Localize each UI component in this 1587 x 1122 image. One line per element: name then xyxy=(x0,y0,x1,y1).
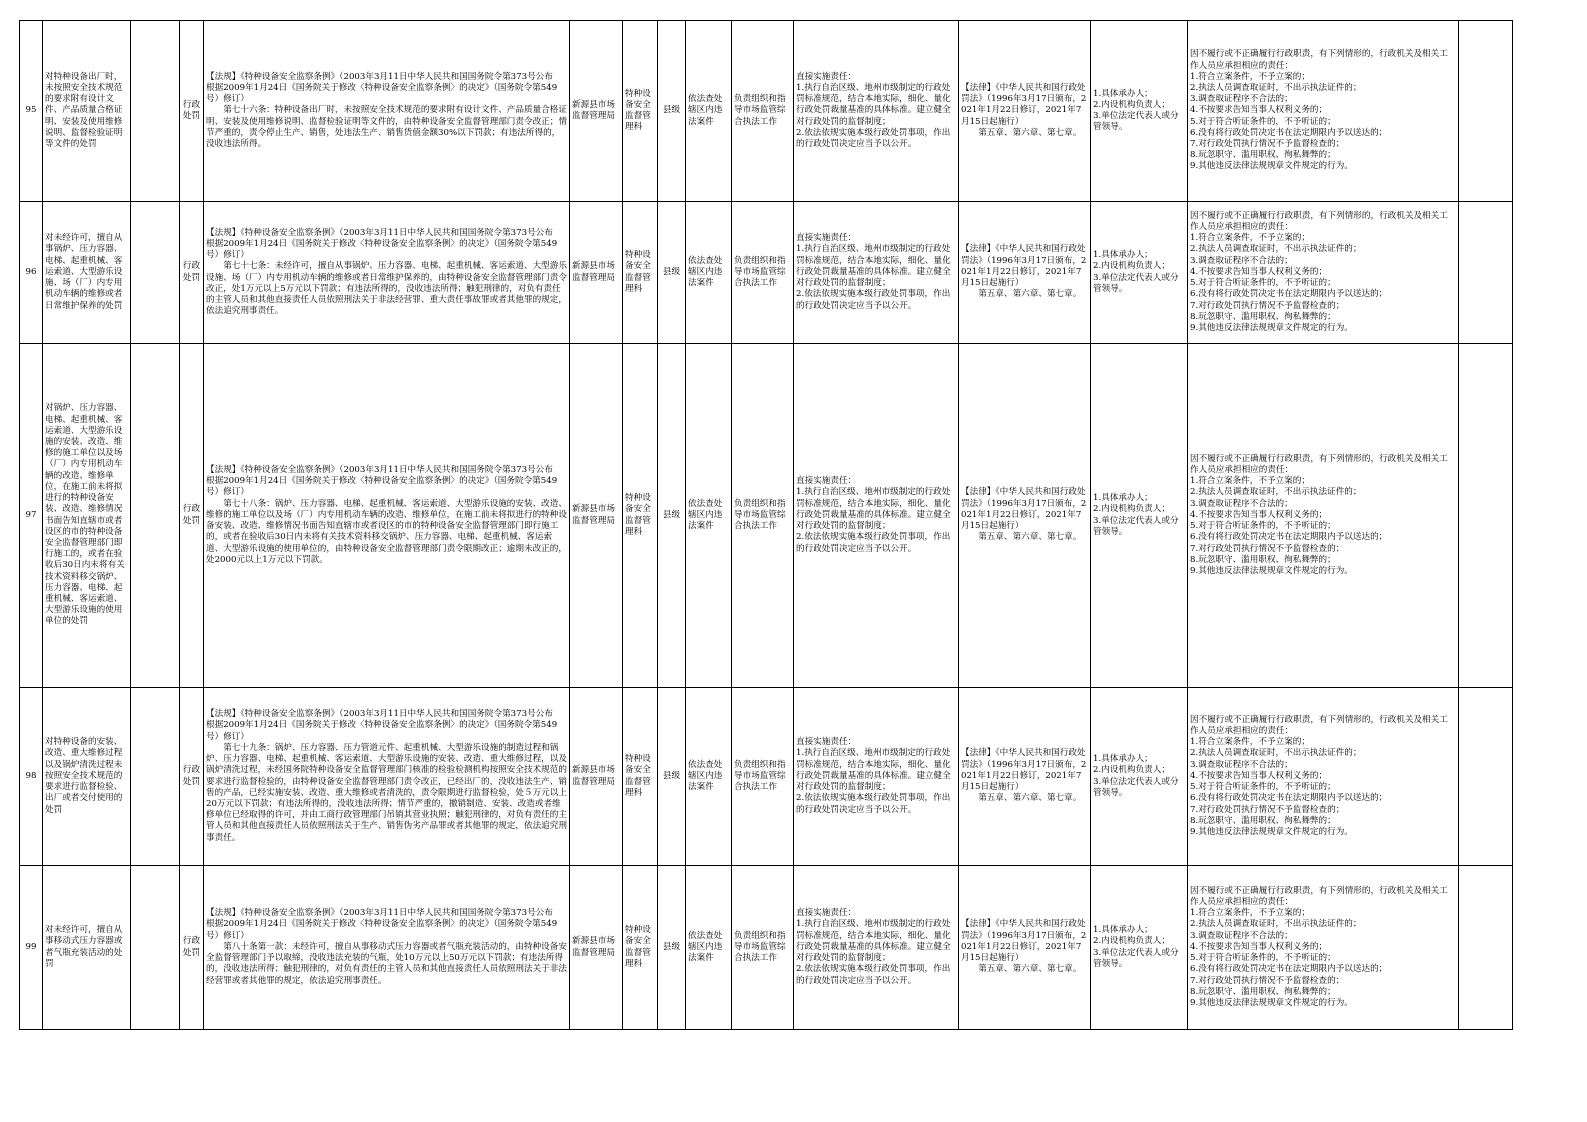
cell-accountability-law: 【法律】《中华人民共和国行政处罚法》（1996年3月17日颁布，2021年1月22日修订，2021年7月15日起施行） 第五章、第六章、第七章。 xyxy=(959,202,1091,344)
cell-legal-basis: 【法规】《特种设备安全监察条例》（2003年3月11日中华人民共和国国务院令第373号公布 根据2009年1月24日《国务院关于修改〈特种设备安全监察条例〉的决定》（国务院令第549号）修订） 第八十条第一款：未经许可，擅自从事移动式压力容器或者气瓶充装活动的，由特种设备安全监督管理部门予以取缔，没收违法充装的气瓶，处10万元以上50万元以下罚款；有违法所得的，没收违法所得；触犯刑律的，对负有责任的主管人员和其他直接责任人员依照刑法关于非法经营罪或者其他罪的规定，依法追究刑事责任。 xyxy=(204,866,570,1030)
cell-admin-level: 县级 xyxy=(658,202,686,344)
cell-remark xyxy=(1459,21,1513,202)
cell-implementing-org: 新源县市场监督管理局 xyxy=(570,21,623,202)
table-row xyxy=(20,21,1513,202)
cell-remark xyxy=(1459,866,1513,1030)
cell-remark xyxy=(1459,688,1513,866)
cell-accountability-cases: 因不履行或不正确履行行政职责，有下列情形的，行政机关及相关工作人员应承担相应的责任： 1.符合立案条件，不予立案的； 2.执法人员调查取证时，不出示执法证件的； 3.调查取证程序不合法的； 4.不按要求告知当事人权利义务的； 5.对于符合听证条件的，不予听证的； 6.没有将行政处罚决定书在法定期限内予以送达的； 7.对行政处罚执行情况不予监督检查的； 8.玩忽职守、滥用职权、徇私舞弊的； 9.其他违反法律法规规章文件规定的行为。 xyxy=(1188,21,1459,202)
cell-accountability-law: 【法律】《中华人民共和国行政处罚法》（1996年3月17日颁布，2021年1月22日修订，2021年7月15日起施行） 第五章、第六章、第七章。 xyxy=(959,344,1091,688)
cell-accountable-subject: 1.具体承办人； 2.内设机构负责人； 3.单位法定代表人或分管领导。 xyxy=(1091,688,1188,866)
cell-admin-level: 县级 xyxy=(658,866,686,1030)
cell-responsible-dept: 特种设备安全监督管理科 xyxy=(623,21,658,202)
table-row xyxy=(20,344,1513,688)
table-body xyxy=(20,21,1513,1030)
table-row xyxy=(20,866,1513,1030)
cell-implementing-org: 新源县市场监督管理局 xyxy=(570,344,623,688)
cell-row-number: 96 xyxy=(20,202,43,344)
cell-jurisdiction-scope: 依法查处辖区内违法案件 xyxy=(686,866,732,1030)
cell-admin-level: 县级 xyxy=(658,688,686,866)
cell-admin-level: 县级 xyxy=(658,21,686,202)
cell-row-number: 98 xyxy=(20,688,43,866)
cell-guidance-duty: 负责组织和指导市场监管综合执法工作 xyxy=(732,344,794,688)
cell-direct-duty: 直接实施责任： 1.执行自治区级、地州市级制定的行政处罚标准规范，结合本地实际，细化、量化行政处罚裁量基准的具体标准。建立健全对行政处罚的监督制度； 2.依法依规实施本级行政处罚事项，作出的行政处罚决定应当予以公开。 xyxy=(794,688,959,866)
cell-direct-duty: 直接实施责任： 1.执行自治区级、地州市级制定的行政处罚标准规范，结合本地实际，细化、量化行政处罚裁量基准的具体标准。建立健全对行政处罚的监督制度； 2.依法依规实施本级行政处罚事项，作出的行政处罚决定应当予以公开。 xyxy=(794,344,959,688)
cell-jurisdiction-scope: 依法查处辖区内违法案件 xyxy=(686,21,732,202)
cell-accountable-subject: 1.具体承办人； 2.内设机构负责人； 3.单位法定代表人或分管领导。 xyxy=(1091,866,1188,1030)
cell-legal-basis: 【法规】《特种设备安全监察条例》（2003年3月11日中华人民共和国国务院令第373号公布 根据2009年1月24日《国务院关于修改〈特种设备安全监察条例〉的决定》（国务院令第549号）修订） 第七十九条：锅炉、压力容器、压力管道元件、起重机械、大型游乐设施的制造过程和锅炉、压力容器、电梯、起重机械、客运索道、大型游乐设施的安装、改造、重大维修过程，以及锅炉清洗过程，未经国务院特种设备安全监督管理部门核准的检验检测机构按照安全技术规范的要求进行监督检验的，由特种设备安全监督管理部门责令改正，已经出厂的，没收违法生产、销售的产品，已经实施安装、改造、重大维修或者清洗的，责令限期进行监督检验，处５万元以上20万元以下罚款；有违法所得的，没收违法所得；情节严重的，撤销制造、安装、改造或者维修单位已经取得的许可，并由工商行政管理部门吊销其营业执照；触犯刑律的，对负有责任的主管人员和其他直接责任人员依照刑法关于生产、销售伪劣产品罪或者其他罪的规定，依法追究刑事责任。 xyxy=(204,688,570,866)
table-row xyxy=(20,688,1513,866)
cell-accountability-law: 【法律】《中华人民共和国行政处罚法》（1996年3月17日颁布，2021年1月22日修订，2021年7月15日起施行） 第五章、第六章、第七章。 xyxy=(959,21,1091,202)
cell-item-name: 对未经许可，擅自从事移动式压力容器或者气瓶充装活动的处罚 xyxy=(43,866,131,1030)
cell-implementing-org: 新源县市场监督管理局 xyxy=(570,866,623,1030)
cell-category: 行政处罚 xyxy=(180,202,204,344)
cell-category: 行政处罚 xyxy=(180,688,204,866)
cell-direct-duty: 直接实施责任： 1.执行自治区级、地州市级制定的行政处罚标准规范，结合本地实际，细化、量化行政处罚裁量基准的具体标准。建立健全对行政处罚的监督制度； 2.依法依规实施本级行政处罚事项，作出的行政处罚决定应当予以公开。 xyxy=(794,866,959,1030)
cell-item-name: 对未经许可，擅自从事锅炉、压力容器、电梯、起重机械、客运索道、大型游乐设施、场（厂）内专用机动车辆的维修或者日常维护保养的处罚 xyxy=(43,202,131,344)
table-row xyxy=(20,202,1513,344)
cell-legal-basis: 【法规】《特种设备安全监察条例》（2003年3月11日中华人民共和国国务院令第373号公布 根据2009年1月24日《国务院关于修改〈特种设备安全监察条例〉的决定》（国务院令第549号）修订） 第七十七条：未经许可，擅自从事锅炉、压力容器、电梯、起重机械、客运索道、大型游乐设施、场（厂）内专用机动车辆的维修或者日常维护保养的，由特种设备安全监督管理部门责令改正，处1万元以上5万元以下罚款；有违法所得的，没收违法所得；触犯刑律的，对负有责任的主管人员和其他直接责任人员依照刑法关于非法经营罪、重大责任事故罪或者其他罪的规定，依法追究刑事责任。 xyxy=(204,202,570,344)
cell-guidance-duty: 负责组织和指导市场监管综合执法工作 xyxy=(732,202,794,344)
cell-responsible-dept: 特种设备安全监督管理科 xyxy=(623,344,658,688)
cell-accountability-cases: 因不履行或不正确履行行政职责，有下列情形的，行政机关及相关工作人员应承担相应的责任： 1.符合立案条件，不予立案的； 2.执法人员调查取证时，不出示执法证件的； 3.调查取证程序不合法的； 4.不按要求告知当事人权利义务的； 5.对于符合听证条件的，不予听证的； 6.没有将行政处罚决定书在法定期限内予以送达的； 7.对行政处罚执行情况不予监督检查的； 8.玩忽职守、滥用职权、徇私舞弊的； 9.其他违反法律法规规章文件规定的行为。 xyxy=(1188,688,1459,866)
cell-jurisdiction-scope: 依法查处辖区内违法案件 xyxy=(686,688,732,866)
cell-category: 行政处罚 xyxy=(180,344,204,688)
cell-item-name: 对特种设备出厂时，未按照安全技术规范的要求附有设计文件、产品质量合格证明、安装及使用维修说明、监督检验证明等文件的处罚 xyxy=(43,21,131,202)
cell-row-number: 97 xyxy=(20,344,43,688)
cell-accountability-law: 【法律】《中华人民共和国行政处罚法》（1996年3月17日颁布，2021年1月22日修订，2021年7月15日起施行） 第五章、第六章、第七章。 xyxy=(959,866,1091,1030)
cell-guidance-duty: 负责组织和指导市场监管综合执法工作 xyxy=(732,866,794,1030)
cell-accountable-subject: 1.具体承办人； 2.内设机构负责人； 3.单位法定代表人或分管领导。 xyxy=(1091,344,1188,688)
cell-accountability-cases: 因不履行或不正确履行行政职责，有下列情形的，行政机关及相关工作人员应承担相应的责任： 1.符合立案条件，不予立案的； 2.执法人员调查取证时，不出示执法证件的； 3.调查取证程序不合法的； 4.不按要求告知当事人权利义务的； 5.对于符合听证条件的，不予听证的； 6.没有将行政处罚决定书在法定期限内予以送达的； 7.对行政处罚执行情况不予监督检查的； 8.玩忽职守、滥用职权、徇私舞弊的； 9.其他违反法律法规规章文件规定的行为。 xyxy=(1188,866,1459,1030)
cell-legal-basis: 【法规】《特种设备安全监察条例》（2003年3月11日中华人民共和国国务院令第373号公布 根据2009年1月24日《国务院关于修改〈特种设备安全监察条例〉的决定》（国务院令第549号）修订） 第七十八条：锅炉、压力容器、电梯、起重机械、客运索道、大型游乐设施的安装、改造、维修的施工单位以及场（厂）内专用机动车辆的改造、维修单位，在施工前未将拟进行的特种设备安装、改造、维修情况书面告知直辖市或者设区的市的特种设备安全监督管理部门即行施工的，或者在验收后30日内未将有关技术资料移交锅炉、压力容器、电梯、起重机械、客运索道、大型游乐设施的使用单位的，由特种设备安全监督管理部门责令限期改正；逾期未改正的，处2000元以上1万元以下罚款。 xyxy=(204,344,570,688)
cell-item-name: 对锅炉、压力容器、电梯、起重机械、客运索道、大型游乐设施的安装、改造、维修的施工单位以及场（厂）内专用机动车辆的改造、维修单位，在施工前未将拟进行的特种设备安装、改造、维修情况书面告知直辖市或者设区的市的特种设备安全监督管理部门即行施工的，或者在验收后30日内未将有关技术资料移交锅炉、压力容器、电梯、起重机械、客运索道、大型游乐设施的使用单位的处罚 xyxy=(43,344,131,688)
cell-sub-item xyxy=(131,866,180,1030)
cell-sub-item xyxy=(131,344,180,688)
cell-sub-item xyxy=(131,688,180,866)
cell-category: 行政处罚 xyxy=(180,21,204,202)
cell-responsible-dept: 特种设备安全监督管理科 xyxy=(623,866,658,1030)
cell-legal-basis: 【法规】《特种设备安全监察条例》（2003年3月11日中华人民共和国国务院令第373号公布 根据2009年1月24日《国务院关于修改〈特种设备安全监察条例〉的决定》（国务院令第549号）修订） 第七十六条：特种设备出厂时，未按照安全技术规范的要求附有设计文件、产品质量合格证明、安装及使用维修说明、监督检验证明等文件的，由特种设备安全监督管理部门责令改正；情节严重的，责令停止生产、销售，处违法生产、销售货值金额30%以下罚款；有违法所得的，没收违法所得。 xyxy=(204,21,570,202)
cell-responsible-dept: 特种设备安全监督管理科 xyxy=(623,202,658,344)
cell-implementing-org: 新源县市场监督管理局 xyxy=(570,202,623,344)
cell-accountable-subject: 1.具体承办人； 2.内设机构负责人； 3.单位法定代表人或分管领导。 xyxy=(1091,202,1188,344)
cell-item-name: 对特种设备的安装、改造、重大维修过程以及锅炉清洗过程未按照安全技术规范的要求进行监督检验、出厂或者交付使用的处罚 xyxy=(43,688,131,866)
cell-implementing-org: 新源县市场监督管理局 xyxy=(570,688,623,866)
cell-responsible-dept: 特种设备安全监督管理科 xyxy=(623,688,658,866)
cell-remark xyxy=(1459,344,1513,688)
cell-jurisdiction-scope: 依法查处辖区内违法案件 xyxy=(686,344,732,688)
cell-remark xyxy=(1459,202,1513,344)
cell-direct-duty: 直接实施责任： 1.执行自治区级、地州市级制定的行政处罚标准规范，结合本地实际，细化、量化行政处罚裁量基准的具体标准。建立健全对行政处罚的监督制度； 2.依法依规实施本级行政处罚事项，作出的行政处罚决定应当予以公开。 xyxy=(794,202,959,344)
power-list-table xyxy=(19,20,1513,1030)
cell-accountability-law: 【法律】《中华人民共和国行政处罚法》（1996年3月17日颁布，2021年1月22日修订，2021年7月15日起施行） 第五章、第六章、第七章。 xyxy=(959,688,1091,866)
cell-accountable-subject: 1.具体承办人； 2.内设机构负责人； 3.单位法定代表人或分管领导。 xyxy=(1091,21,1188,202)
cell-direct-duty: 直接实施责任： 1.执行自治区级、地州市级制定的行政处罚标准规范，结合本地实际，细化、量化行政处罚裁量基准的具体标准。建立健全对行政处罚的监督制度； 2.依法依规实施本级行政处罚事项，作出的行政处罚决定应当予以公开。 xyxy=(794,21,959,202)
cell-category: 行政处罚 xyxy=(180,866,204,1030)
cell-accountability-cases: 因不履行或不正确履行行政职责，有下列情形的，行政机关及相关工作人员应承担相应的责任： 1.符合立案条件，不予立案的； 2.执法人员调查取证时，不出示执法证件的； 3.调查取证程序不合法的； 4.不按要求告知当事人权利义务的； 5.对于符合听证条件的，不予听证的； 6.没有将行政处罚决定书在法定期限内予以送达的； 7.对行政处罚执行情况不予监督检查的； 8.玩忽职守、滥用职权、徇私舞弊的； 9.其他违反法律法规规章文件规定的行为。 xyxy=(1188,344,1459,688)
cell-admin-level: 县级 xyxy=(658,344,686,688)
cell-accountability-cases: 因不履行或不正确履行行政职责，有下列情形的，行政机关及相关工作人员应承担相应的责任： 1.符合立案条件，不予立案的； 2.执法人员调查取证时，不出示执法证件的； 3.调查取证程序不合法的； 4.不按要求告知当事人权利义务的； 5.对于符合听证条件的，不予听证的； 6.没有将行政处罚决定书在法定期限内予以送达的； 7.对行政处罚执行情况不予监督检查的； 8.玩忽职守、滥用职权、徇私舞弊的； 9.其他违反法律法规规章文件规定的行为。 xyxy=(1188,202,1459,344)
cell-jurisdiction-scope: 依法查处辖区内违法案件 xyxy=(686,202,732,344)
cell-guidance-duty: 负责组织和指导市场监管综合执法工作 xyxy=(732,21,794,202)
cell-row-number: 95 xyxy=(20,21,43,202)
cell-sub-item xyxy=(131,21,180,202)
cell-sub-item xyxy=(131,202,180,344)
cell-guidance-duty: 负责组织和指导市场监管综合执法工作 xyxy=(732,688,794,866)
cell-row-number: 99 xyxy=(20,866,43,1030)
